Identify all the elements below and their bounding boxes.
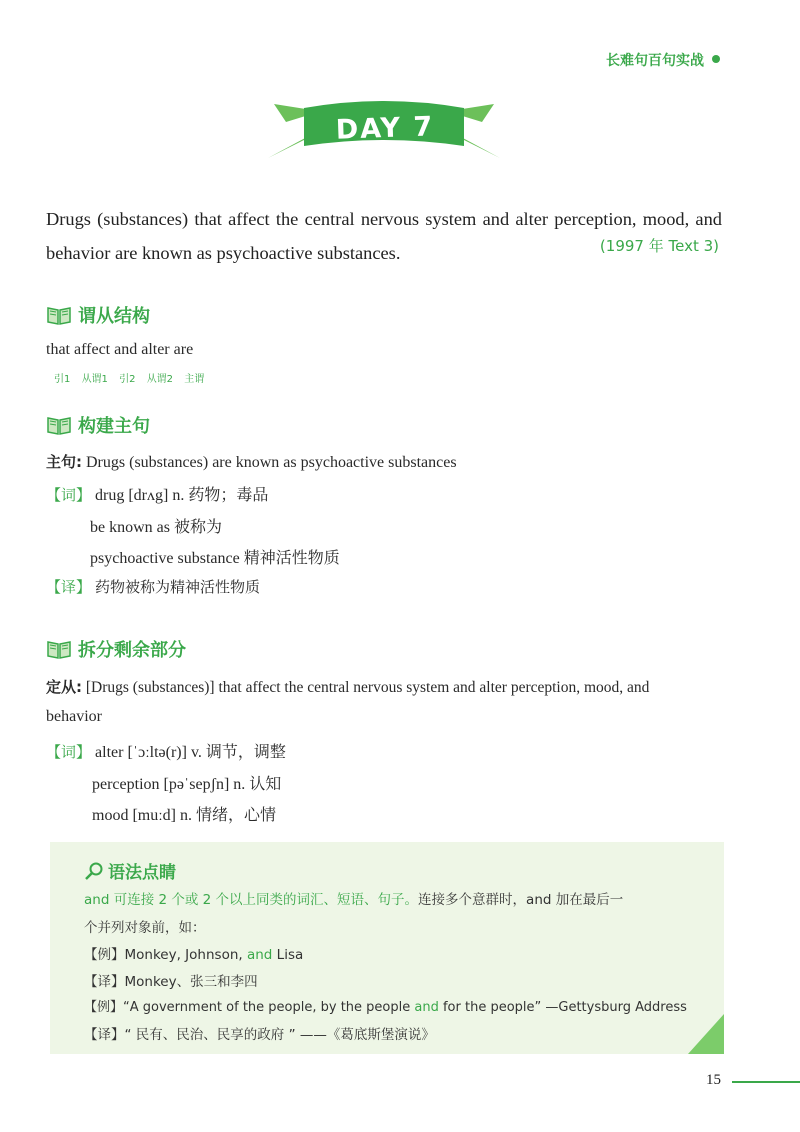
section-title: 谓从结构 — [78, 306, 150, 327]
example-and: and — [414, 1000, 439, 1015]
vocab-entry: perception [pəˈsepʃn] n. 认知 — [92, 776, 282, 793]
translation-label: 【译】 — [84, 1027, 125, 1043]
vocab-label: 【词】 — [46, 743, 92, 761]
grammar-intro-green: and 可连接 2 个或 2 个以上同类的词汇、短语、句子。 — [84, 892, 419, 908]
vocab-entry: alter [ˈɔːltə(r)] v. 调节，调整 — [95, 744, 286, 761]
page-number: 15 — [706, 1072, 721, 1088]
vocab-entry: drug [drʌg] n. 药物；毒品 — [95, 487, 269, 504]
translation-label: 【译】 — [46, 578, 92, 596]
key-sentence: Drugs (substances) that affect the central nervous system and alter perception, mood, and behavior are known as psychoactive substances. — [46, 209, 722, 263]
main-clause-text: Drugs (substances) are known as psychoactive substances — [86, 454, 457, 471]
section-heading-remaining — [46, 636, 186, 662]
example-and: and — [246, 947, 273, 963]
section-title: 拆分剩余部分 — [78, 640, 186, 661]
attributive-clause-cont: behavior — [46, 708, 102, 725]
book-icon — [46, 638, 72, 660]
translation-text: 药物被称为精神活性物质 — [95, 578, 261, 596]
clause-label: 从谓2 — [146, 374, 174, 385]
clause-label: 引1 — [54, 374, 71, 385]
attributive-clause-line — [46, 676, 649, 697]
clause-labels — [54, 370, 212, 385]
main-clause-label: 主句: — [46, 453, 82, 471]
series-dot — [712, 55, 720, 63]
example-row — [84, 943, 303, 963]
translation-text: Monkey、张三和李四 — [124, 974, 258, 990]
footer-rule — [732, 1081, 800, 1083]
example-text: Lisa — [272, 947, 304, 963]
translation-row — [84, 970, 258, 990]
book-icon — [46, 304, 72, 326]
series-title: 长难句百句实战 — [606, 53, 704, 69]
magnifier-icon — [84, 861, 104, 881]
grammar-tip-heading — [84, 858, 176, 883]
example-text: “A government of the people, by the people — [123, 1000, 415, 1015]
translation-row — [84, 1023, 435, 1043]
translation-text: “ 民有、民治、民享的政府 ” ——《葛底斯堡演说》 — [124, 1027, 435, 1043]
attributive-clause-text: [Drugs (substances)] that affect the central nervous system and alter perception, mood, and — [85, 679, 650, 696]
example-text: for the people” —Gettysburg Address — [438, 1000, 687, 1015]
clause-label: 从谓1 — [81, 374, 108, 385]
translation-row — [46, 576, 260, 597]
section-heading-clause-structure — [46, 302, 150, 328]
vocab-row — [46, 739, 286, 762]
attributive-clause-label: 定从: — [46, 678, 82, 696]
example-text: Monkey, Johnson, — [124, 947, 247, 963]
vocab-entry: psychoactive substance 精神活性物质 — [90, 550, 340, 567]
section-heading-main-clause — [46, 412, 150, 438]
translation-label: 【译】 — [84, 974, 125, 990]
example-label: 【例】 — [84, 947, 125, 963]
grammar-intro-line2: 个并列对象前，如： — [84, 920, 206, 936]
vocab-label: 【词】 — [46, 486, 92, 504]
day-label: DAY 7 — [335, 111, 435, 146]
book-icon — [46, 414, 72, 436]
clause-label: 主谓 — [184, 374, 205, 385]
example-row — [84, 996, 687, 1015]
box-corner-fold — [688, 1014, 724, 1054]
vocab-entry: be known as 被称为 — [90, 519, 222, 536]
vocab-row — [46, 482, 268, 505]
vocab-entry: mood [muːd] n. 情绪，心情 — [92, 807, 276, 824]
section-title: 构建主句 — [78, 416, 150, 437]
clause-label: 引2 — [119, 374, 136, 385]
clause-line: that affect and alter are — [46, 341, 194, 358]
sentence-source: (1997 年 Text 3) — [599, 237, 719, 255]
grammar-tip-title: 语法点睛 — [108, 863, 176, 883]
grammar-intro — [84, 888, 623, 908]
example-label: 【例】 — [84, 1000, 124, 1015]
main-clause-line — [46, 451, 457, 472]
grammar-intro-rest: 连接多个意群时，and 加在最后一 — [418, 892, 624, 908]
